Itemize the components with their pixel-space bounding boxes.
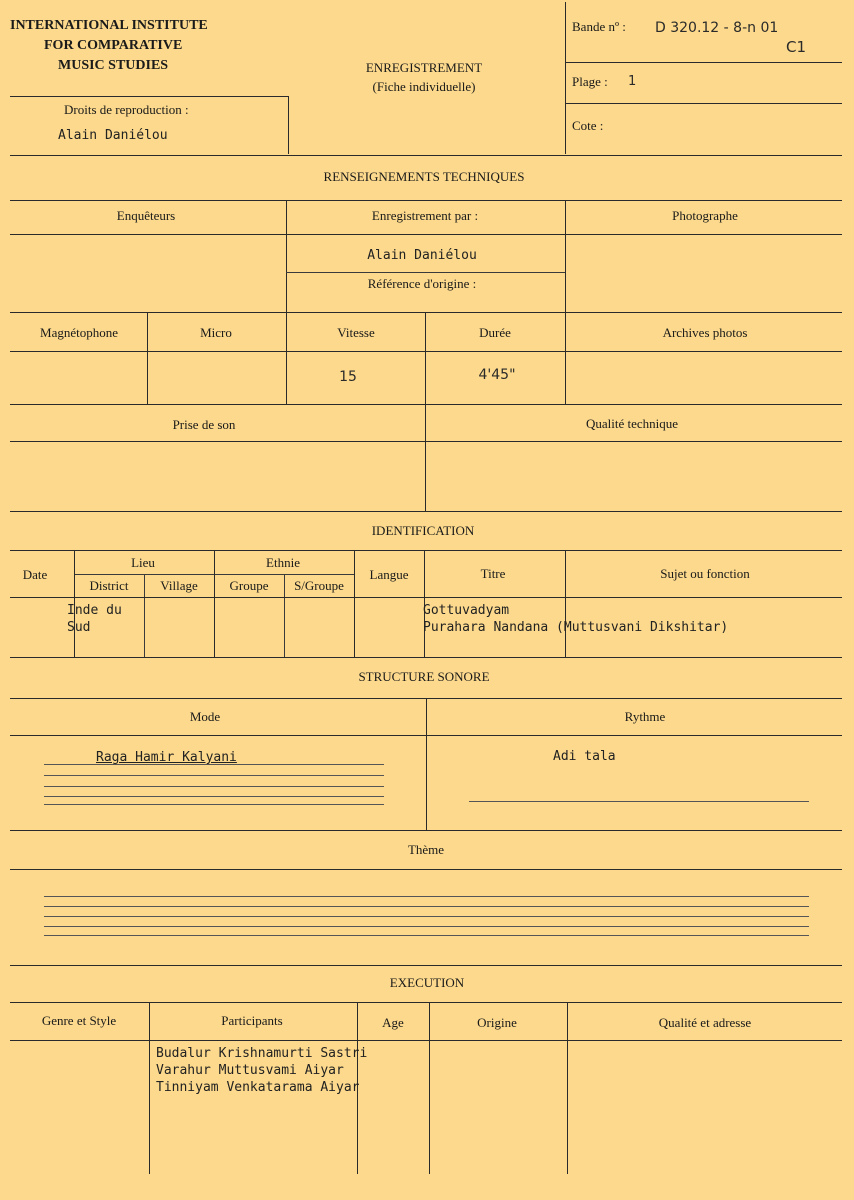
genre-style-label: Genre et Style [41, 1013, 117, 1028]
ethnie-label: Ethnie [266, 555, 300, 570]
participant-3: Tinniyam Venkatarama Aiyar [156, 1080, 360, 1095]
participants-label: Participants [221, 1013, 283, 1028]
cote-label: Cote : [572, 118, 604, 133]
age-label: Age [382, 1015, 404, 1030]
date-label: Date [22, 567, 48, 582]
archives-photos-label: Archives photos [662, 325, 748, 340]
bande-label: Bande nº : [572, 19, 626, 34]
header-bottom-rule [10, 155, 842, 156]
form-subtitle: (Fiche individuelle) [372, 79, 476, 94]
vitesse-value: 15 [339, 369, 357, 385]
institute-name-line3: MUSIC STUDIES [58, 58, 169, 73]
sgroupe-label: S/Groupe [294, 578, 344, 593]
rights-value: Alain Daniélou [58, 128, 168, 143]
qualite-technique-label: Qualité technique [585, 416, 679, 431]
titre-label: Titre [480, 566, 506, 581]
place-line1: Inde du [67, 603, 122, 618]
vitesse-label: Vitesse [337, 325, 375, 340]
bande-extra: C1 [786, 38, 807, 56]
execution-section-title: EXECUTION [389, 975, 465, 990]
enregistrement-par-label: Enregistrement par : [371, 208, 479, 223]
district-label: District [89, 578, 129, 593]
institute-name-line1: INTERNATIONAL INSTITUTE [10, 18, 208, 33]
participant-1: Budalur Krishnamurti Sastri [156, 1046, 368, 1061]
village-label: Village [160, 578, 198, 593]
prise-de-son-label: Prise de son [172, 417, 236, 432]
rythme-value: Adi tala [553, 749, 616, 764]
titre-line1: Gottuvadyam [423, 603, 510, 618]
plage-label: Plage : [572, 74, 608, 89]
rights-box-right [288, 96, 289, 154]
mode-label: Mode [189, 709, 221, 724]
duree-value: 4'45" [478, 367, 516, 383]
form-title: ENREGISTREMENT [365, 60, 483, 75]
rights-label: Droits de reproduction : [64, 102, 189, 117]
bande-divider [565, 62, 842, 63]
enregistrement-par-value: Alain Daniélou [367, 248, 477, 263]
qualite-adresse-label: Qualité et adresse [658, 1015, 752, 1030]
plage-value: 1 [628, 74, 637, 89]
rythme-label: Rythme [624, 709, 666, 724]
langue-label: Langue [369, 567, 409, 582]
magnetophone-label: Magnétophone [40, 325, 118, 340]
identification-section-title: IDENTIFICATION [371, 523, 475, 538]
photographe-label: Photographe [672, 208, 738, 223]
origine-label: Origine [477, 1015, 517, 1030]
mode-value: Raga Hamir Kalyani [96, 750, 237, 765]
technique-section-title: RENSEIGNEMENTS TECHNIQUES [323, 169, 525, 184]
structure-section-title: STRUCTURE SONORE [358, 669, 490, 684]
participant-2: Varahur Muttusvami Aiyar [156, 1063, 344, 1078]
micro-label: Micro [200, 325, 232, 340]
place-line2: Sud [67, 620, 91, 635]
institute-name-line2: FOR COMPARATIVE [44, 38, 183, 53]
theme-section-title: Thème [407, 842, 445, 857]
bande-box-left [565, 2, 566, 154]
duree-label: Durée [479, 325, 511, 340]
enqueteurs-label: Enquêteurs [116, 208, 176, 223]
plage-divider [565, 103, 842, 104]
reference-label: Référence d'origine : [367, 276, 477, 291]
rights-box-top [10, 96, 288, 97]
bande-value: D 320.12 - 8-n 01 [655, 20, 779, 36]
lieu-label: Lieu [131, 555, 155, 570]
sujet-label: Sujet ou fonction [660, 566, 750, 581]
groupe-label: Groupe [229, 578, 269, 593]
titre-line2: Purahara Nandana (Muttusvani Dikshitar) [423, 620, 729, 635]
